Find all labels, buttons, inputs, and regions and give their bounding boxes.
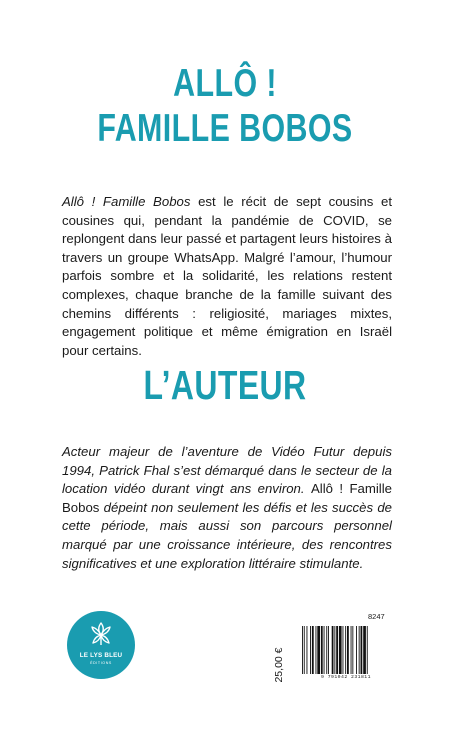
barcode-bar bbox=[339, 626, 342, 674]
author-bio bbox=[62, 443, 392, 573]
catalog-code: 8247 bbox=[368, 612, 385, 621]
synopsis-book-title: Allô ! Famille Bobos bbox=[62, 194, 191, 209]
barcode-bar bbox=[367, 626, 368, 674]
barcode-bar bbox=[352, 626, 353, 674]
synopsis-text: est le récit de sept cousins et cousines qui, pendant la pandémie de COVID, se replongent dans leur passé et partagent leurs histoires à travers un groupe WhatsApp. Malgré l’amour, l’humour parfois sombre et la solidarité, les relations restent complexes, chaque branche de la famille suivant des chemins différents : religiosité, mariages mixtes, engagement politique et même émigration en Israël pour certains. bbox=[62, 194, 392, 358]
barcode-bar bbox=[361, 626, 363, 674]
barcode-bar bbox=[317, 626, 320, 674]
book-title-line2: FAMILLE BOBOS bbox=[97, 107, 353, 150]
barcode-bar bbox=[324, 626, 325, 674]
barcode-bar bbox=[336, 626, 338, 674]
publisher-subtitle: ÉDITIONS bbox=[90, 661, 112, 665]
book-title-line1: ALLÔ ! bbox=[173, 62, 277, 105]
barcode-bar bbox=[359, 626, 360, 674]
barcode-bar bbox=[363, 626, 366, 674]
isbn-number: 9 791042 231811 bbox=[321, 675, 371, 680]
author-heading: L’AUTEUR bbox=[143, 362, 307, 408]
barcode-bar bbox=[312, 626, 314, 674]
barcode-bar bbox=[316, 626, 317, 674]
publisher-logo bbox=[67, 611, 135, 679]
barcode-bar bbox=[356, 626, 357, 674]
price-label: 25,00 € bbox=[273, 647, 285, 683]
barcode-bar bbox=[326, 626, 327, 674]
author-bio-part1: Acteur majeur de l’aventure de Vidéo Futur depuis 1994, Patrick Fhal s’est démarqué dans le secteur de la location vidéo durant vingt ans environ. bbox=[62, 444, 392, 497]
barcode-bar bbox=[347, 626, 349, 674]
barcode-bar bbox=[328, 626, 329, 674]
barcode-bar bbox=[310, 626, 311, 674]
publisher-name: LE LYS BLEU bbox=[79, 652, 123, 659]
barcode-bar bbox=[343, 626, 344, 674]
barcode-bar bbox=[334, 626, 335, 674]
barcode-bar bbox=[321, 626, 323, 674]
author-bio-book-title: Allô ! Famille Bobos bbox=[62, 481, 392, 515]
barcode-bar bbox=[332, 626, 334, 674]
barcode-bar bbox=[304, 626, 305, 674]
synopsis-paragraph bbox=[62, 193, 392, 360]
lily-flower-icon bbox=[89, 621, 113, 647]
author-bio-part2: dépeint non seulement les défis et les succès de cette période, mais aussi son parcours personnel marqué par une croissance intérieure, des rencontres significatives et une exploration littéraire stimulante. bbox=[62, 499, 392, 571]
barcode-bar bbox=[302, 626, 303, 674]
barcode-bar bbox=[307, 626, 308, 674]
barcode-bar bbox=[345, 626, 346, 674]
barcode bbox=[302, 626, 390, 674]
barcode-bar bbox=[351, 626, 352, 674]
